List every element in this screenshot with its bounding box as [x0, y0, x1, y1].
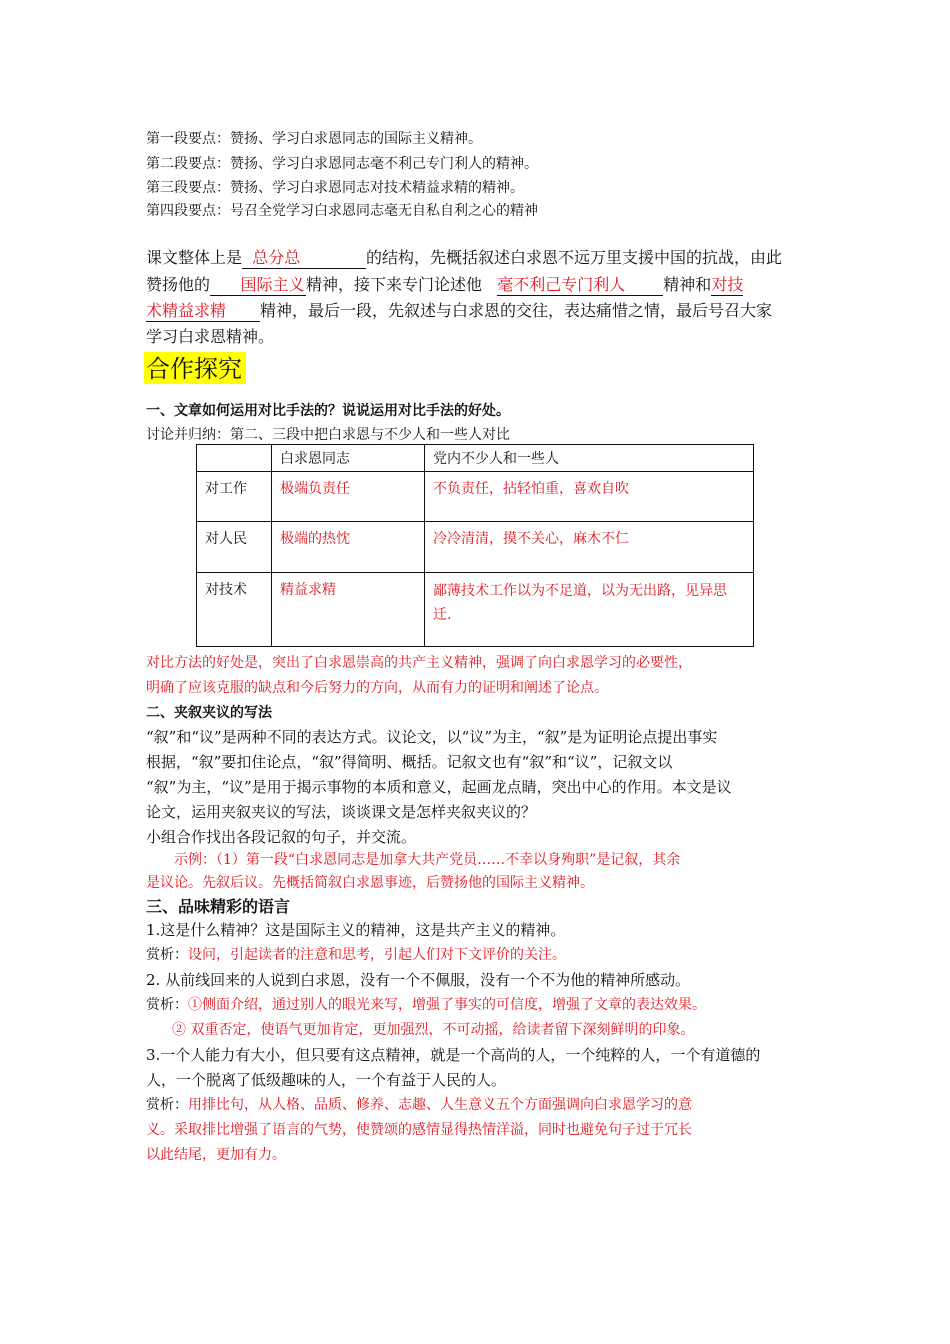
- q3-answer-2b: ② 双重否定，使语气更加肯定，更加强烈，不可动摇，给读者留下深刻鲜明的印象。: [172, 1022, 695, 1038]
- table-cell: 冷冷清清，摸不关心，麻木不仁: [425, 522, 754, 573]
- q2-para-3: “叙”为主，“议”是用于揭示事物的本质和意义，起画龙点睛，突出中心的作用。本文是议: [146, 778, 732, 796]
- table-cell: 精益求精: [272, 573, 425, 647]
- q1-answer-line-2: 明确了应该克服的缺点和今后努力的方向，从而有力的证明和阐述了论点。: [146, 680, 608, 696]
- q2-example-1: 示例：（1）第一段“白求恩同志是加拿大共产党员……不幸以身殉职”是记叙，其余: [174, 852, 681, 868]
- structure-line-2: 赞扬他的 国际主义精神，接下来专门论述他 毫不利己专门利人 精神和对技: [146, 272, 743, 296]
- q2-task: 小组合作找出各段记叙的句子，并交流。: [146, 828, 417, 846]
- blank-spirit-1: 国际主义: [210, 272, 306, 296]
- table-header-row: [197, 445, 754, 472]
- q3-answer-3a: 赏析：用排比句，从人格、品质、修养、志趣、人生意义五个方面强调向白求恩学习的意: [146, 1097, 692, 1113]
- q2-para-2: 根据，“叙”要扣住论点，“叙”得简明、概括。记叙文也有“叙”和“议”，记叙文以: [146, 753, 673, 771]
- q3-sentence-3b: 人，一个脱离了低级趣味的人，一个有益于人民的人。: [146, 1071, 507, 1089]
- table-cell: 鄙薄技术工作以为不足道，以为无出路，见异思迁.: [425, 573, 754, 647]
- point-4: 第四段要点：号召全党学习白求恩同志毫无自私自利之心的精神: [146, 203, 538, 219]
- q2-title: 二、夹叙夹议的写法: [146, 705, 272, 721]
- q3-sentence-1: 1.这是什么精神？这是国际主义的精神，这是共产主义的精神。: [146, 921, 566, 939]
- table-header-cell: 白求恩同志: [272, 445, 425, 472]
- q3-sentence-2: 2. 从前线回来的人说到白求恩，没有一个不佩服，没有一个不为他的精神所感动。: [146, 971, 691, 989]
- table-cell: 对技术: [197, 573, 272, 647]
- structure-line-3: 术精益求精 精神，最后一段，先叙述与白求恩的交往，表达痛惜之情，最后号召大家: [146, 298, 772, 322]
- table-cell: 对人民: [197, 522, 272, 573]
- q2-para-1: “叙”和“议”是两种不同的表达方式。议论文，以“议”为主，“叙”是为证明论点提出事实: [146, 728, 718, 746]
- table-row: [197, 573, 754, 647]
- q2-example-2: 是议论。先叙后议。先概括简叙白求恩事迹，后赞扬他的国际主义精神。: [146, 875, 594, 891]
- q3-answer-3c: 以此结尾，更加有力。: [146, 1147, 286, 1163]
- table-cell: 极端的热忱: [272, 522, 425, 573]
- q3-title: 三、品味精彩的语言: [146, 897, 291, 916]
- blank-spirit-2: 毫不利己专门利人: [497, 272, 663, 296]
- point-2: 第二段要点：赞扬、学习白求恩同志毫不利己专门利人的精神。: [146, 156, 538, 172]
- table-row: [197, 472, 754, 522]
- table-cell: 极端负责任: [272, 472, 425, 522]
- q3-answer-1: 赏析：设问，引起读者的注意和思考，引起人们对下文评价的关注。: [146, 947, 566, 963]
- point-1: 第一段要点：赞扬、学习白求恩同志的国际主义精神。: [146, 131, 482, 147]
- q2-para-4: 论文，运用夹叙夹议的写法，谈谈课文是怎样夹叙夹议的？: [146, 803, 537, 821]
- section-title: 合作探究: [144, 352, 246, 384]
- q1-title: 一、文章如何运用对比手法的？说说运用对比手法的好处。: [146, 403, 510, 419]
- comparison-table: [196, 444, 754, 647]
- structure-line-1: 课文整体上是 总分总 的结构，先概括叙述白求恩不远万里支援中国的抗战，由此: [146, 245, 782, 269]
- table-cell: 对工作: [197, 472, 272, 522]
- table-header-cell: [197, 445, 272, 472]
- q3-sentence-3a: 3.一个人能力有大小，但只要有这点精神，就是一个高尚的人，一个纯粹的人，一个有道德的: [146, 1046, 761, 1064]
- point-3: 第三段要点：赞扬、学习白求恩同志对技术精益求精的精神。: [146, 180, 524, 196]
- table-row: [197, 522, 754, 573]
- structure-line-4: 学习白求恩精神。: [146, 327, 275, 346]
- blank-structure: 总分总: [242, 245, 366, 269]
- q3-answer-2a: 赏析：①侧面介绍，通过别人的眼光来写，增强了事实的可信度，增强了文章的表达效果。: [146, 997, 706, 1013]
- table-header-cell: 党内不少人和一些人: [425, 445, 754, 472]
- q3-answer-3b: 义。采取排比增强了语言的气势，使赞颂的感情显得热情洋溢，同时也避免句子过于冗长: [146, 1122, 692, 1138]
- q1-answer-line-1: 对比方法的好处是，突出了白求恩崇高的共产主义精神，强调了向白求恩学习的必要性，: [146, 655, 692, 671]
- blank-spirit-3b: 术精益求精: [146, 298, 260, 322]
- table-cell: 不负责任，拈轻怕重，喜欢自吹: [425, 472, 754, 522]
- blank-spirit-3a: 对技: [711, 272, 743, 296]
- q1-intro: 讨论并归纳：第二、三段中把白求恩与不少人和一些人对比: [146, 427, 510, 443]
